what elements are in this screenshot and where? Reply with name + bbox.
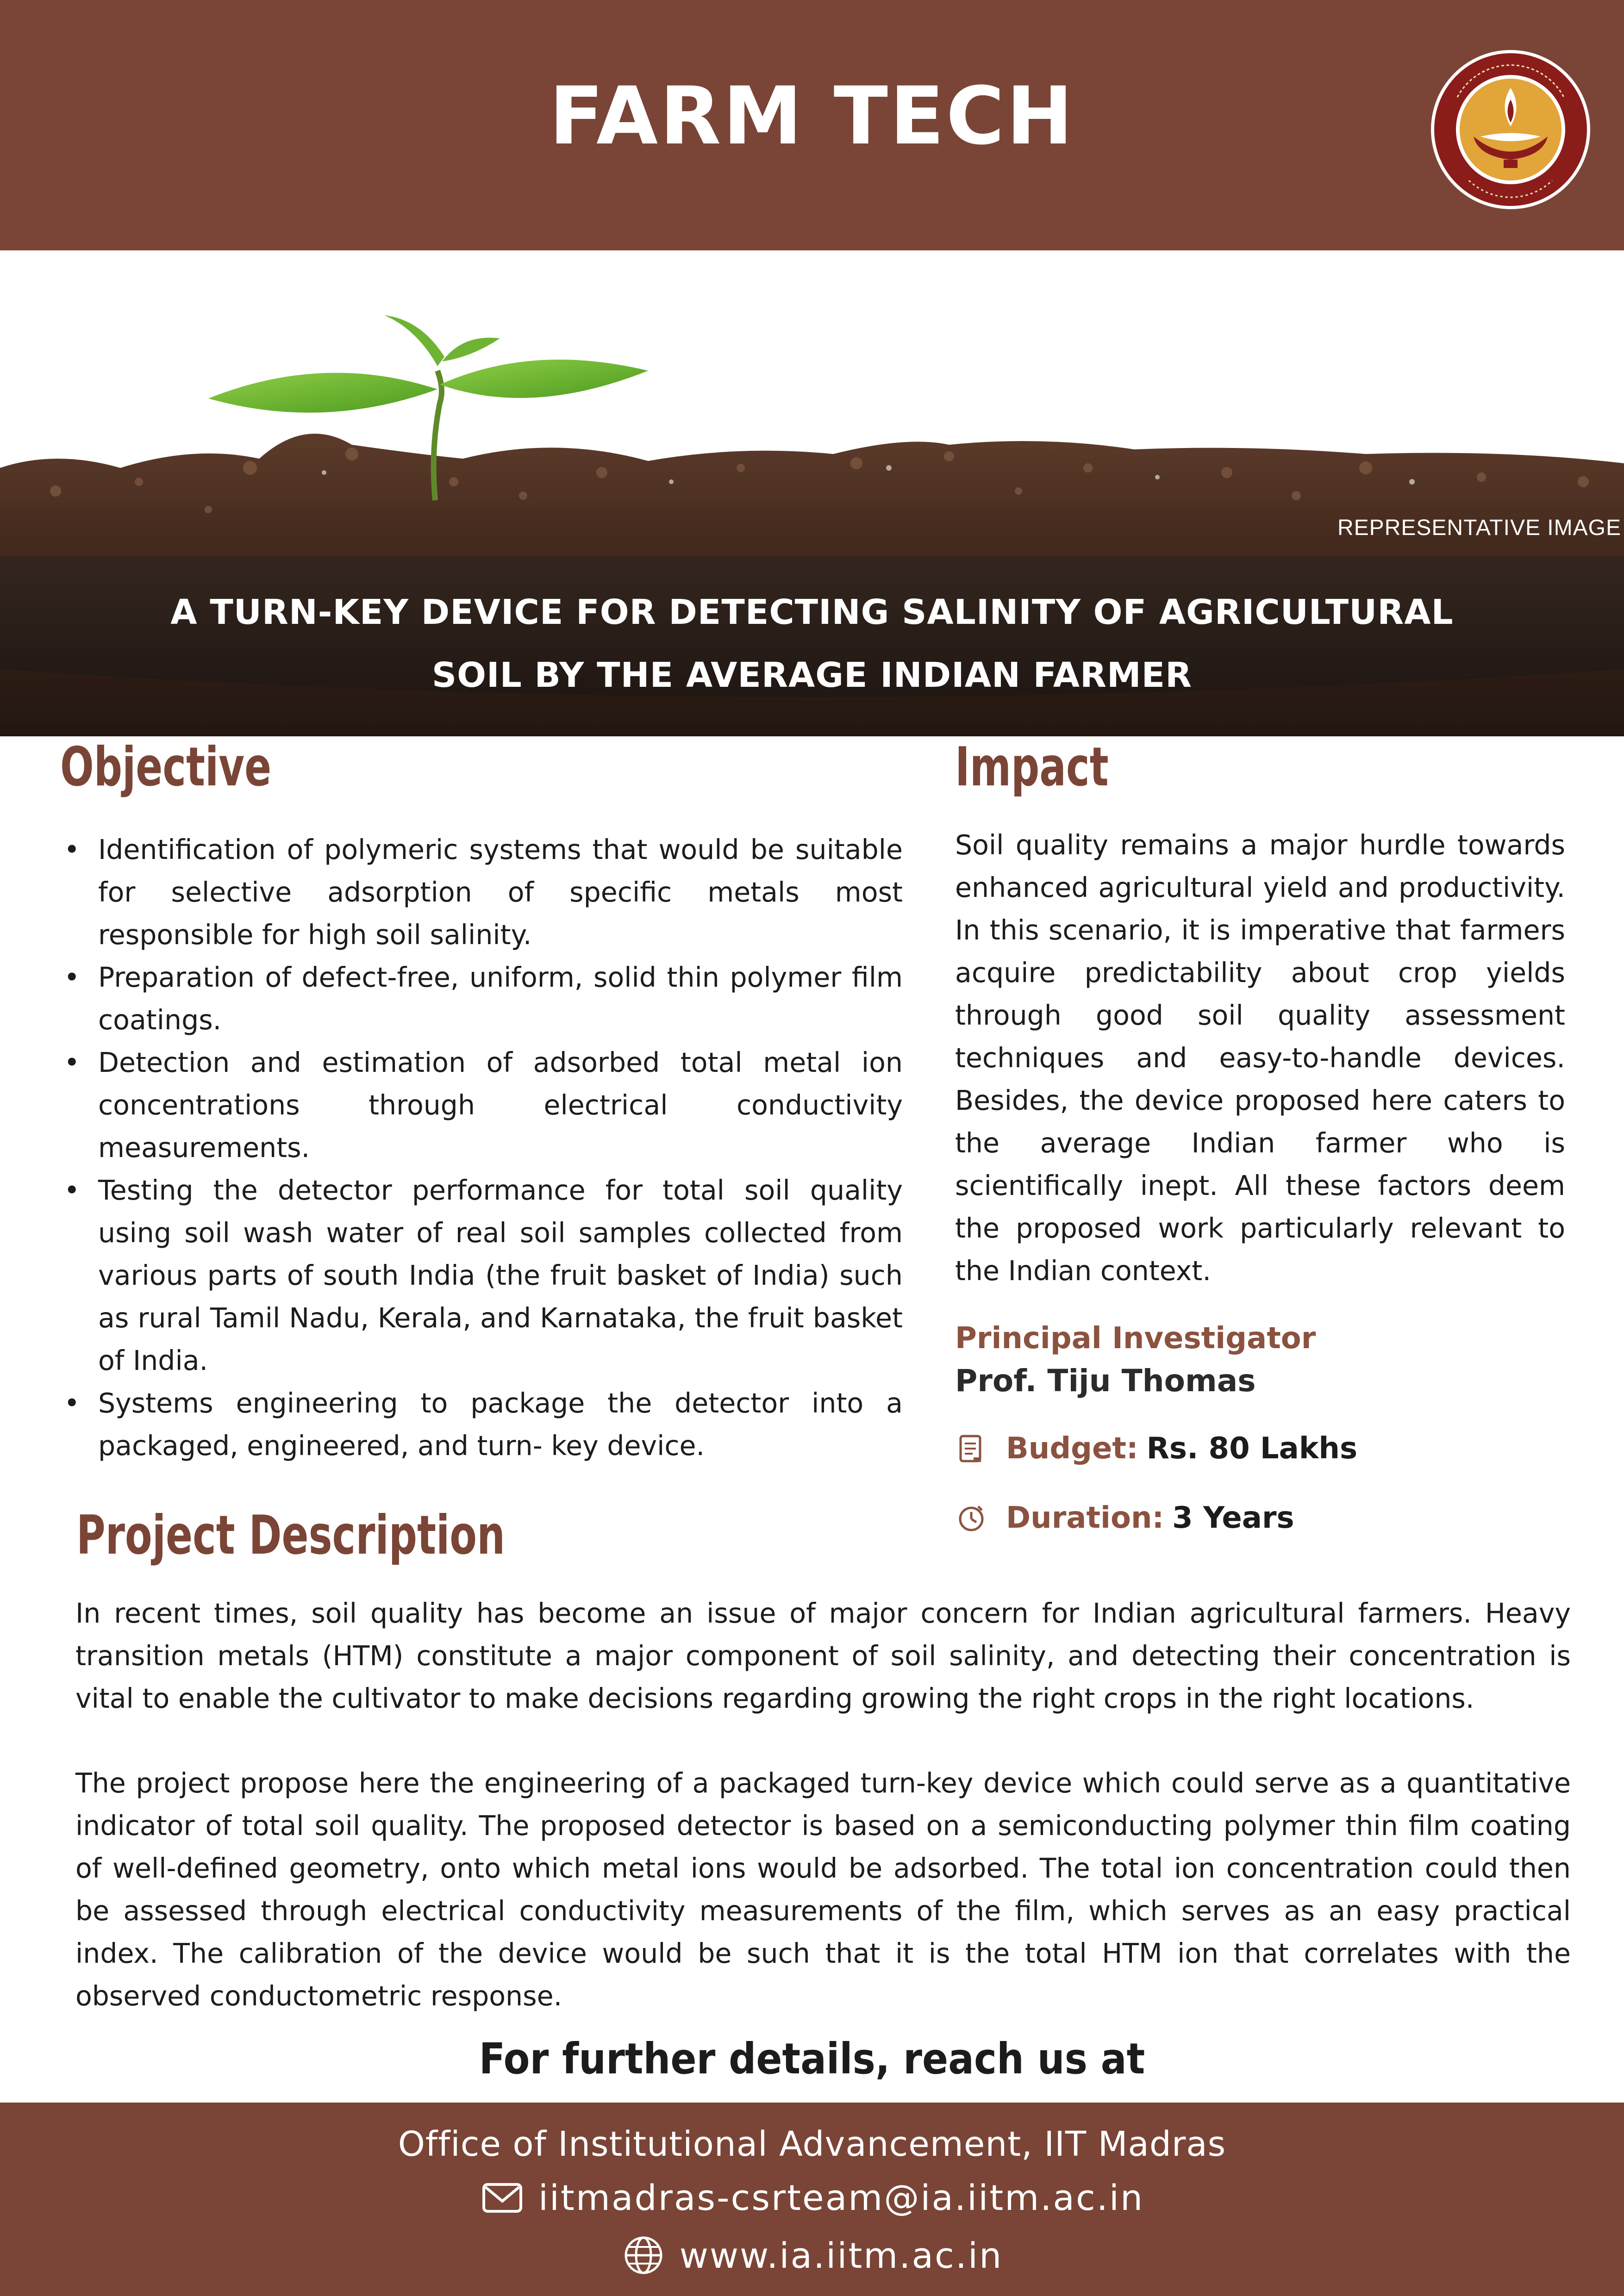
project-description-heading: Project Description	[76, 1504, 506, 1567]
budget-label: Budget:	[1006, 1431, 1138, 1466]
project-description-paragraph-1: In recent times, soil quality has become an issue of major concern for Indian agricultural farmers. Heavy transition metals (HTM) constitute a major component of soil salinity, and detecting their concentration is vital to enable the cultivator to make decisions regarding growing the right crops in the right locations.	[75, 1598, 1571, 1714]
footer-office-name: Office of Institutional Advancement, IIT Madras	[398, 2124, 1226, 2164]
objective-item: • Testing the detector performance for total soil quality using soil wash water of real soil samples collected from various parts of south India (the fruit basket of India) such as rural Tamil Nadu, Kerala, and Karnataka, the fruit basket of India.	[60, 1169, 903, 1382]
principal-investigator-label: Principal Investigator	[955, 1321, 1316, 1356]
objective-heading: Objective	[60, 736, 272, 798]
budget-value: Rs. 80 Lakhs	[1146, 1431, 1358, 1466]
impact-text: Soil quality remains a major hurdle towards enhanced agricultural yield and productivity. In this scenario, it is imperative that farmers acquire predictability about crop yields through good soil quality assessment techniques and easy-to-handle devices. Besides, the device proposed here caters to the average Indian farmer who is scientifically inept. All these factors deem the proposed work particularly relevant to the Indian context.	[955, 829, 1565, 1287]
impact-heading: Impact	[955, 736, 1109, 798]
clock-icon	[955, 1502, 987, 1534]
page-title: FARM TECH	[549, 69, 1075, 162]
document-icon	[955, 1432, 987, 1465]
footer-website-row[interactable]	[0, 2233, 1624, 2277]
footer-email-row[interactable]	[0, 2175, 1624, 2220]
iit-madras-seal-logo	[1430, 49, 1592, 211]
project-title	[93, 581, 1531, 707]
duration-row	[955, 1501, 1294, 1535]
budget-row	[955, 1431, 1357, 1466]
contact-heading: For further details, reach us at	[479, 2034, 1145, 2084]
objective-item: • Systems engineering to package the detector into a packaged, engineered, and turn- key device.	[60, 1382, 903, 1467]
principal-investigator-name: Prof. Tiju Thomas	[955, 1363, 1256, 1399]
objective-item: • Preparation of defect-free, uniform, solid thin polymer film coatings.	[60, 956, 903, 1041]
project-title-line-2: SOIL BY THE AVERAGE INDIAN FARMER	[431, 655, 1193, 695]
objective-item: • Detection and estimation of adsorbed total metal ion concentrations through electrical conductivity measurements.	[60, 1041, 903, 1169]
footer-website-link[interactable]: www.ia.iitm.ac.in	[679, 2234, 1003, 2276]
duration-label: Duration:	[1006, 1501, 1164, 1535]
globe-icon	[621, 2233, 666, 2277]
project-description-paragraph-2: The project propose here the engineering of a packaged turn-key device which could serve as a quantitative indicator of total soil quality. The proposed detector is based on a semiconducting polymer thin film coating of well-defined geometry, onto which metal ions would be adsorbed. The total ion concentration could then be assessed through electrical conductivity measurements of the film, which serves as an easy practical index. The calibration of the device would be such that it is the total HTM ion that correlates with the observed conductometric response.	[75, 1767, 1571, 2012]
duration-value: 3 Years	[1172, 1501, 1294, 1535]
objective-list	[60, 828, 903, 1467]
objective-item: • Identification of polymeric systems that would be suitable for selective adsorption of specific metals most responsible for high soil salinity.	[60, 828, 903, 956]
mail-icon	[480, 2175, 525, 2220]
representative-image-badge: REPRESENTATIVE IMAGE	[1337, 516, 1621, 540]
footer-email-link[interactable]: iitmadras-csrteam@ia.iitm.ac.in	[538, 2177, 1144, 2218]
project-title-line-1: A TURN-KEY DEVICE FOR DETECTING SALINITY OF AGRICULTURAL	[170, 592, 1454, 632]
